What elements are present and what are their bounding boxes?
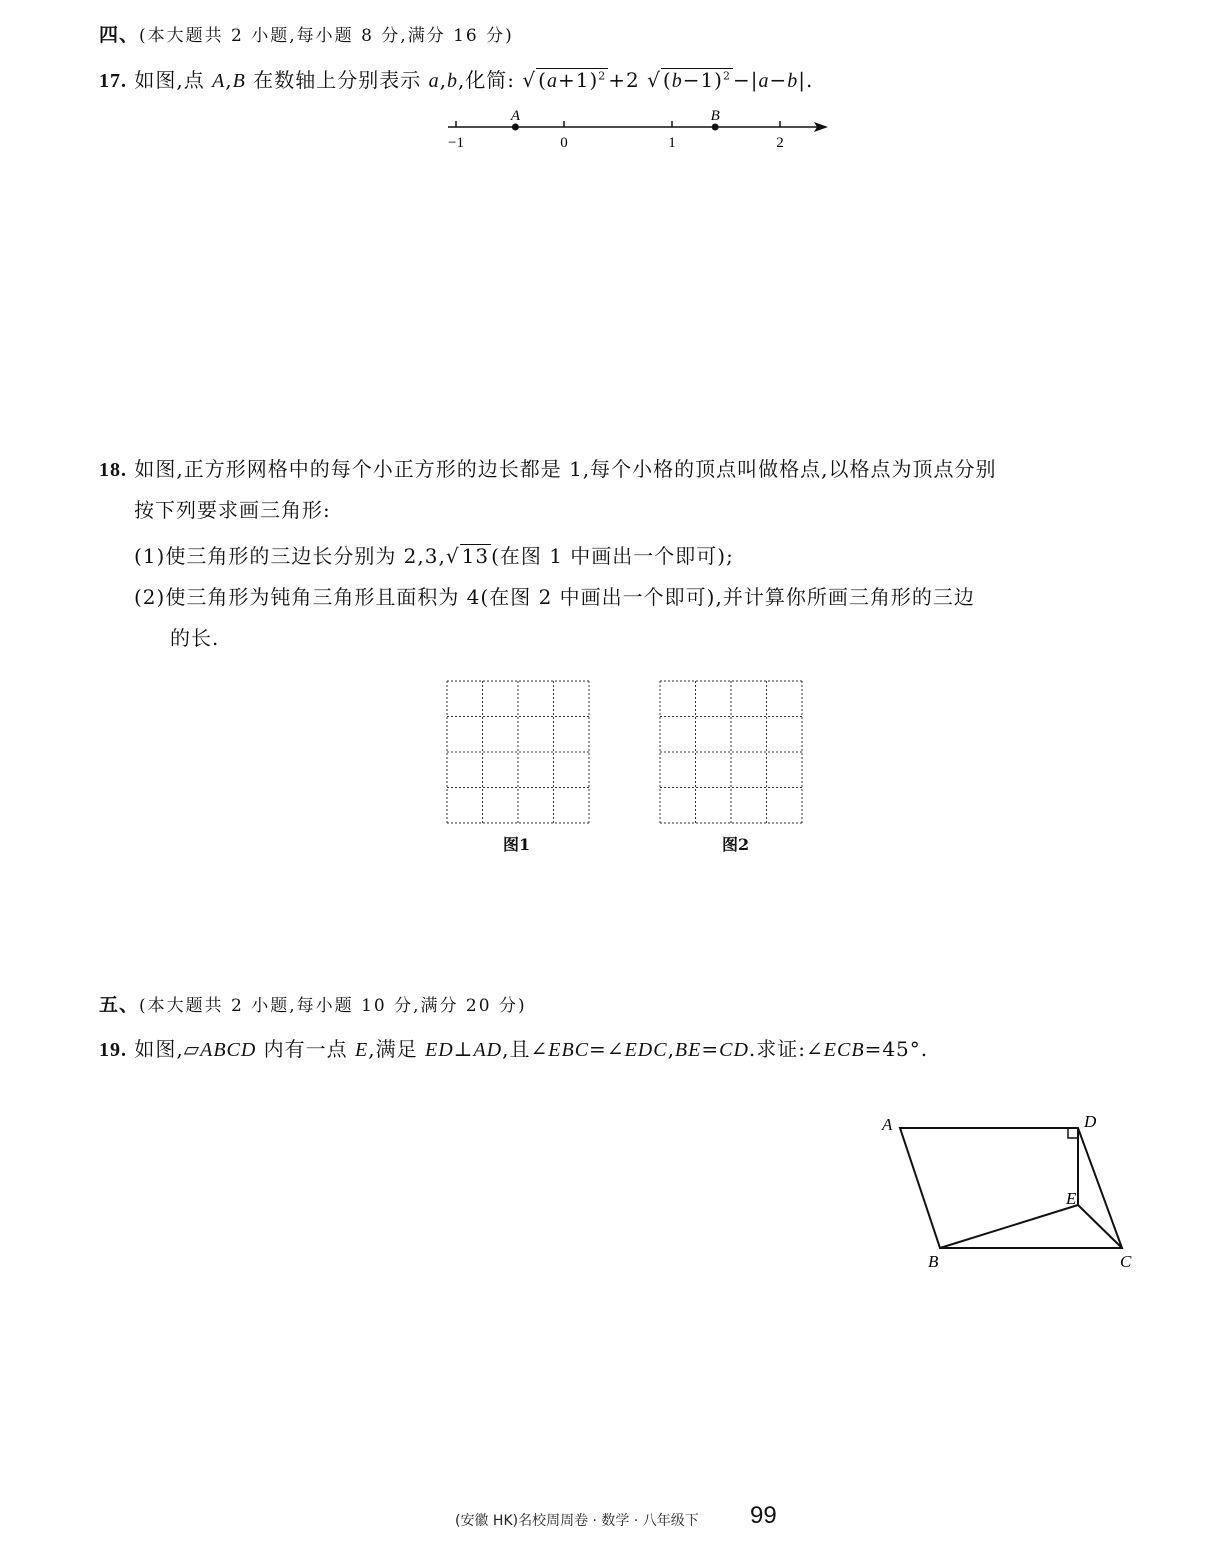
question-text: 内有一点 — [256, 1037, 356, 1061]
question-number: 17. — [99, 70, 127, 92]
question-18 — [99, 453, 997, 482]
var-a: a — [546, 70, 558, 92]
operator: +2 — [608, 68, 648, 92]
parallelogram-icon: ▱ — [183, 1037, 201, 1061]
segment-BE — [940, 1205, 1078, 1248]
footer-text: (安徽 HK)名校周周卷 · 数学 · 八年级下 — [455, 1513, 699, 1529]
var-a: a — [428, 70, 440, 92]
question-text: ,且∠ — [502, 1037, 549, 1061]
sqrt-expression-2: √ $(b-1)^2$ — [647, 68, 731, 92]
question-number: 18. — [99, 459, 127, 481]
label-D: D — [1084, 1112, 1097, 1131]
operator: =∠ — [589, 1037, 625, 1061]
point-A-label: A — [510, 108, 520, 124]
paren: ( — [662, 68, 672, 92]
segment-EC — [1078, 1205, 1122, 1248]
var-b: b — [787, 70, 799, 92]
operator: = — [701, 1037, 720, 1061]
figure-1-caption: 图1 — [503, 835, 531, 854]
section-label: 四、 — [99, 24, 140, 46]
question-text: .求证:∠ — [748, 1037, 824, 1061]
punct: , — [667, 1037, 675, 1061]
var-A: A — [212, 70, 226, 92]
exponent: 2 — [598, 69, 607, 83]
expr-part: +1) — [557, 68, 599, 92]
perpendicular-icon: ⊥ — [453, 1037, 474, 1061]
part-text: (在图 1 中画出一个即可); — [491, 544, 734, 568]
exponent: 2 — [722, 69, 731, 83]
label-B: B — [928, 1252, 939, 1271]
question-19 — [99, 1033, 928, 1062]
section-label: 五、 — [99, 994, 140, 1016]
label-C: C — [1120, 1252, 1132, 1271]
var-E: E — [355, 1039, 369, 1061]
point-A — [512, 124, 519, 131]
var-a: a — [758, 70, 770, 92]
label-E: E — [1066, 1189, 1077, 1208]
part-text: (1)使三角形的三边长分别为 2,3, — [134, 544, 446, 568]
var-b: b — [671, 70, 683, 92]
question-text: 在数轴上分别表示 — [245, 68, 429, 92]
figure-2-caption: 图2 — [722, 835, 750, 854]
question-18-line2: 按下列要求画三角形: — [134, 498, 331, 522]
grid-figure-2 — [659, 680, 805, 826]
number-line-tick-label: −1 — [448, 135, 464, 151]
question-text: ,满足 — [368, 1037, 425, 1061]
radicand: 13 — [461, 544, 490, 568]
right-angle-icon — [1068, 1128, 1078, 1138]
var-CD: CD — [719, 1039, 749, 1061]
sqrt-expression-1: √ $(a+1)^2$ — [522, 68, 607, 92]
section-description: (本大题共 2 小题,每小题 10 分,满分 20 分) — [139, 996, 527, 1016]
section-four-heading — [99, 20, 514, 47]
var-EDC: EDC — [624, 1039, 668, 1061]
var-b: b — [446, 70, 458, 92]
number-line-tick-label: 0 — [560, 135, 568, 151]
var-BE: BE — [674, 1039, 702, 1061]
section-five-heading — [99, 990, 527, 1017]
question-17 — [99, 64, 813, 93]
sqrt-13: √ 13 — [445, 544, 490, 568]
section-description: (本大题共 2 小题,每小题 8 分,满分 16 分) — [139, 26, 514, 46]
number-line-tick-label: 2 — [776, 135, 784, 151]
operator: −| — [732, 68, 759, 92]
question-18-part2: (2)使三角形为钝角三角形且面积为 4(在图 2 中画出一个即可),并计算你所画三角形的三边 — [134, 585, 975, 609]
question-text: 如图,点 — [134, 68, 213, 92]
question-18-part2-line2: 的长. — [170, 626, 220, 650]
question-text: 如图,正方形网格中的每个小正方形的边长都是 1,每个小格的顶点叫做格点,以格点为顶点分别 — [134, 457, 997, 481]
paren: ( — [538, 68, 547, 92]
var-ABCD: ABCD — [200, 1039, 257, 1061]
var-ED: ED — [424, 1039, 454, 1061]
question-number: 19. — [99, 1039, 127, 1061]
point-B — [712, 124, 719, 131]
page-number: 99 — [750, 1502, 777, 1529]
var-AD: AD — [473, 1039, 503, 1061]
punct: |. — [798, 68, 814, 92]
parallelogram-ABCD — [900, 1128, 1122, 1248]
number-line-figure — [440, 100, 840, 155]
parallelogram-figure — [870, 1105, 1150, 1285]
grid-figure-1 — [446, 680, 592, 826]
expr-part: −1) — [682, 68, 723, 92]
label-A: A — [882, 1115, 893, 1134]
question-text: ,化简: — [457, 68, 516, 92]
var-ECB: ECB — [823, 1039, 865, 1061]
question-18-part1 — [134, 540, 734, 569]
operator: − — [769, 68, 788, 92]
punct: , — [439, 68, 447, 92]
question-text: 如图, — [134, 1037, 184, 1061]
number-line-tick-label: 1 — [668, 135, 676, 151]
punct: , — [225, 68, 233, 92]
var-EBC: EBC — [548, 1039, 590, 1061]
point-B-label: B — [710, 108, 720, 124]
question-text: =45°. — [864, 1037, 929, 1061]
var-B: B — [232, 70, 246, 92]
